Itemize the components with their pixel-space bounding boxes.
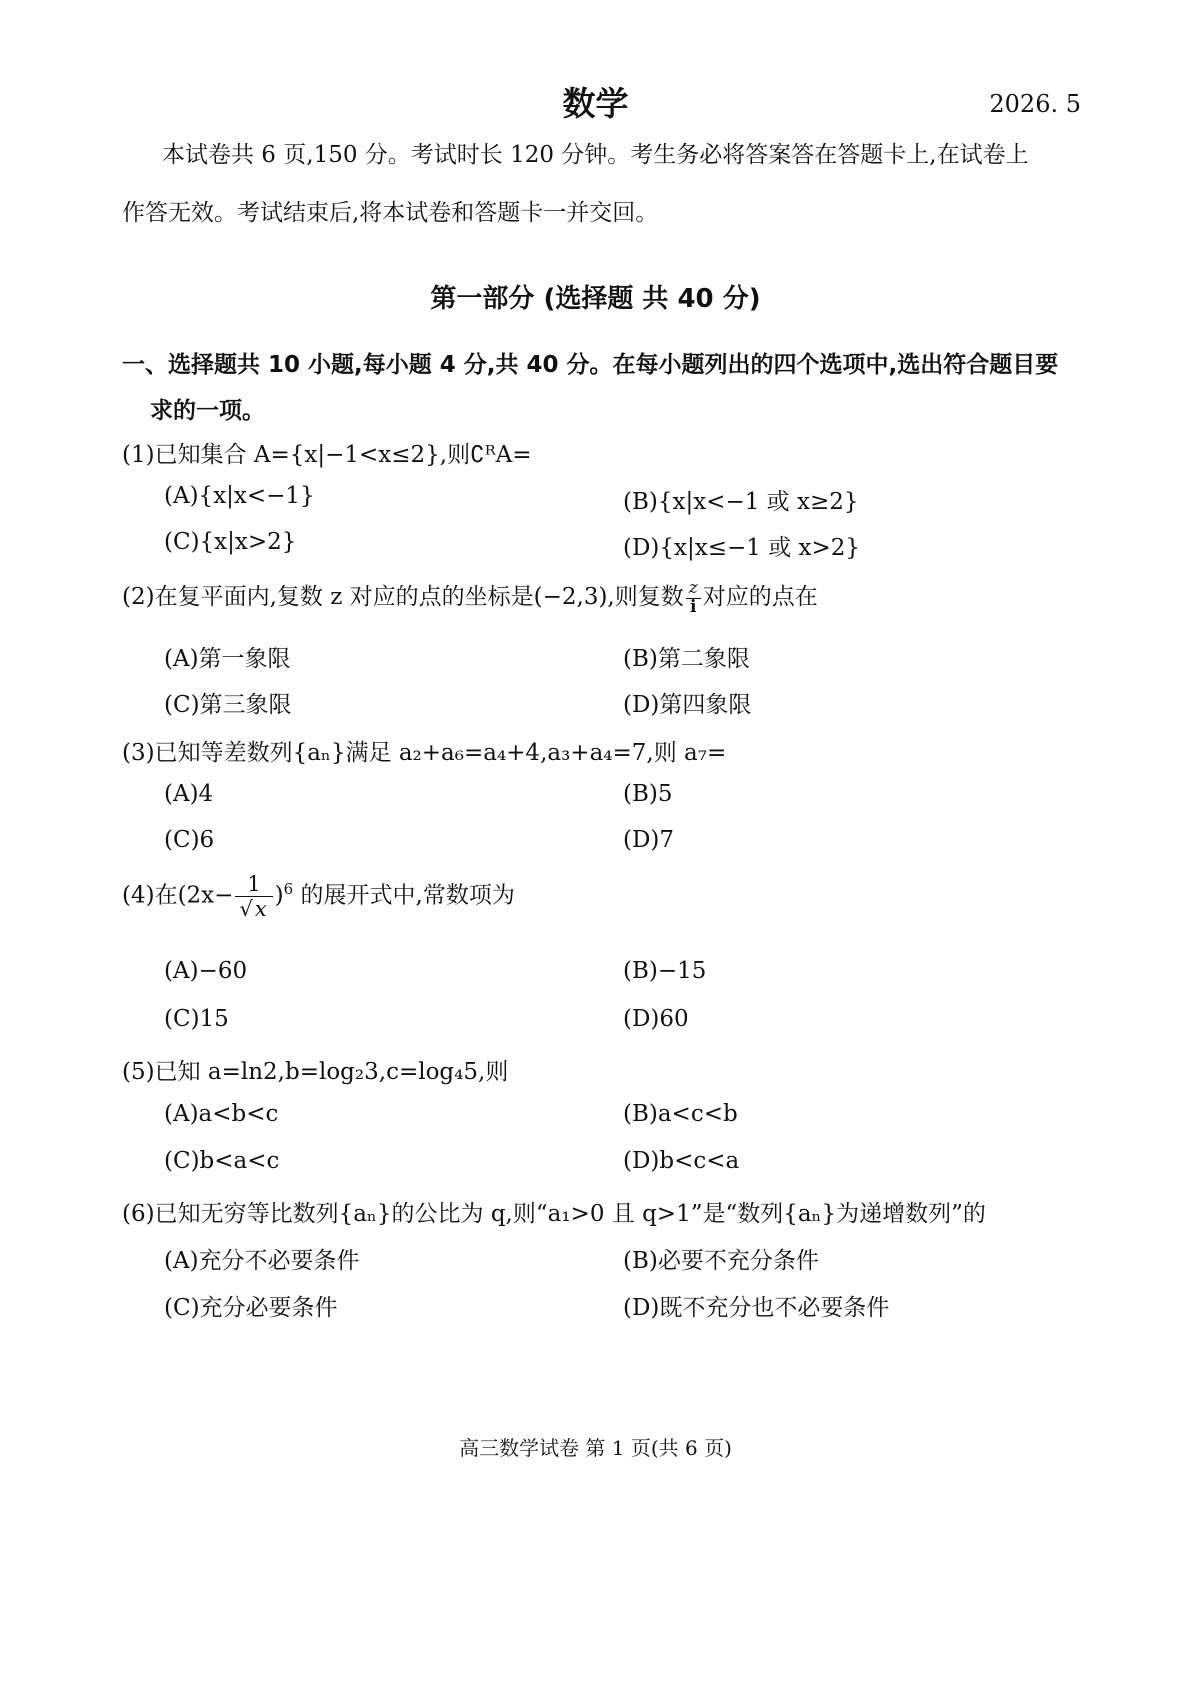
section-instruction-2: 求的一项。 xyxy=(150,398,265,424)
question-5-option-c: (C)b<a<c xyxy=(164,1148,280,1174)
question-5-stem: (5)已知 a=ln2,b=log₂3,c=log₄5,则 xyxy=(122,1059,509,1085)
question-5-option-d: (D)b<c<a xyxy=(623,1148,740,1174)
question-4-stem: (4)在(2x− $\frac{1}{√x}$ )$^6$ 的展开式中,常数项为 xyxy=(122,872,515,922)
section-instruction-1: 一、选择题共 10 小题,每小题 4 分,共 40 分。在每小题列出的四个选项中,选出符合题目要 xyxy=(122,352,1059,378)
question-2-option-d: (D)第四象限 xyxy=(623,692,752,718)
question-1-option-b: (B){x|x<−1 或 x≥2} xyxy=(623,489,859,515)
page-footer: 高三数学试卷 第 1 页(共 6 页) xyxy=(459,1436,732,1460)
question-3-option-d: (D)7 xyxy=(623,827,675,853)
fraction-denominator: √x xyxy=(239,897,267,922)
question-1-option-c: (C){x|x>2} xyxy=(164,529,297,555)
intro-line-1: 本试卷共 6 页,150 分。考试时长 120 分钟。考生务必将答案答在答题卡上,在试卷上 xyxy=(162,142,1029,168)
question-3-stem: (3)已知等差数列{aₙ}满足 a₂+a₆=a₄+4,a₃+a₄=7,则 a₇= xyxy=(122,740,727,766)
question-2-option-a: (A)第一象限 xyxy=(164,646,291,672)
z-over-i-fraction xyxy=(686,577,701,617)
intro-line-2: 作答无效。考试结束后,将本试卷和答题卡一并交回。 xyxy=(122,200,659,226)
question-3-option-c: (C)6 xyxy=(164,827,215,853)
question-3-option-a: (A)4 xyxy=(164,781,214,807)
question-4-option-a: (A)−60 xyxy=(164,958,248,984)
question-4-stem-post: 的展开式中,常数项为 xyxy=(293,882,515,909)
question-6-option-d: (D)既不充分也不必要条件 xyxy=(623,1295,890,1321)
question-6-stem: (6)已知无穷等比数列{aₙ}的公比为 q,则“a₁>0 且 q>1”是“数列{aₙ}为递增数列”的 xyxy=(122,1201,986,1227)
fraction-numerator: z xyxy=(686,580,701,599)
fraction-numerator: 1 xyxy=(235,872,272,897)
question-2-stem-post: 对应的点在 xyxy=(702,584,818,610)
fraction-denominator: i xyxy=(690,596,697,617)
exam-date: 2026. 5 xyxy=(989,90,1081,118)
question-6-option-a: (A)充分不必要条件 xyxy=(164,1248,360,1274)
question-2-option-c: (C)第三象限 xyxy=(164,692,292,718)
question-1-stem: (1)已知集合 A={x|−1<x≤2},则∁ᴿA= xyxy=(122,442,532,468)
exponent: 6 xyxy=(283,879,294,898)
question-2-stem-pre: (2)在复平面内,复数 z 对应的点的坐标是(−2,3),则复数 xyxy=(122,584,684,610)
question-5-option-a: (A)a<b<c xyxy=(164,1101,279,1127)
question-1-option-d: (D){x|x≤−1 或 x>2} xyxy=(623,535,861,561)
part-heading: 第一部分 (选择题 共 40 分) xyxy=(430,284,761,314)
question-4-option-d: (D)60 xyxy=(623,1006,689,1032)
question-4-option-b: (B)−15 xyxy=(623,958,707,984)
question-4-option-c: (C)15 xyxy=(164,1006,229,1032)
question-2-option-b: (B)第二象限 xyxy=(623,646,750,672)
question-4-stem-pre: (4)在(2x− xyxy=(122,882,234,909)
exam-title: 数学 xyxy=(562,84,629,123)
question-6-option-c: (C)充分必要条件 xyxy=(164,1295,338,1321)
question-5-option-b: (B)a<c<b xyxy=(623,1101,738,1127)
question-1-option-a: (A){x|x<−1} xyxy=(164,483,315,509)
one-over-sqrt-x-fraction xyxy=(235,872,272,921)
question-6-option-b: (B)必要不充分条件 xyxy=(623,1248,819,1274)
sqrt-radicand: x xyxy=(254,897,267,922)
question-3-option-b: (B)5 xyxy=(623,781,673,807)
question-2-stem xyxy=(122,578,818,616)
